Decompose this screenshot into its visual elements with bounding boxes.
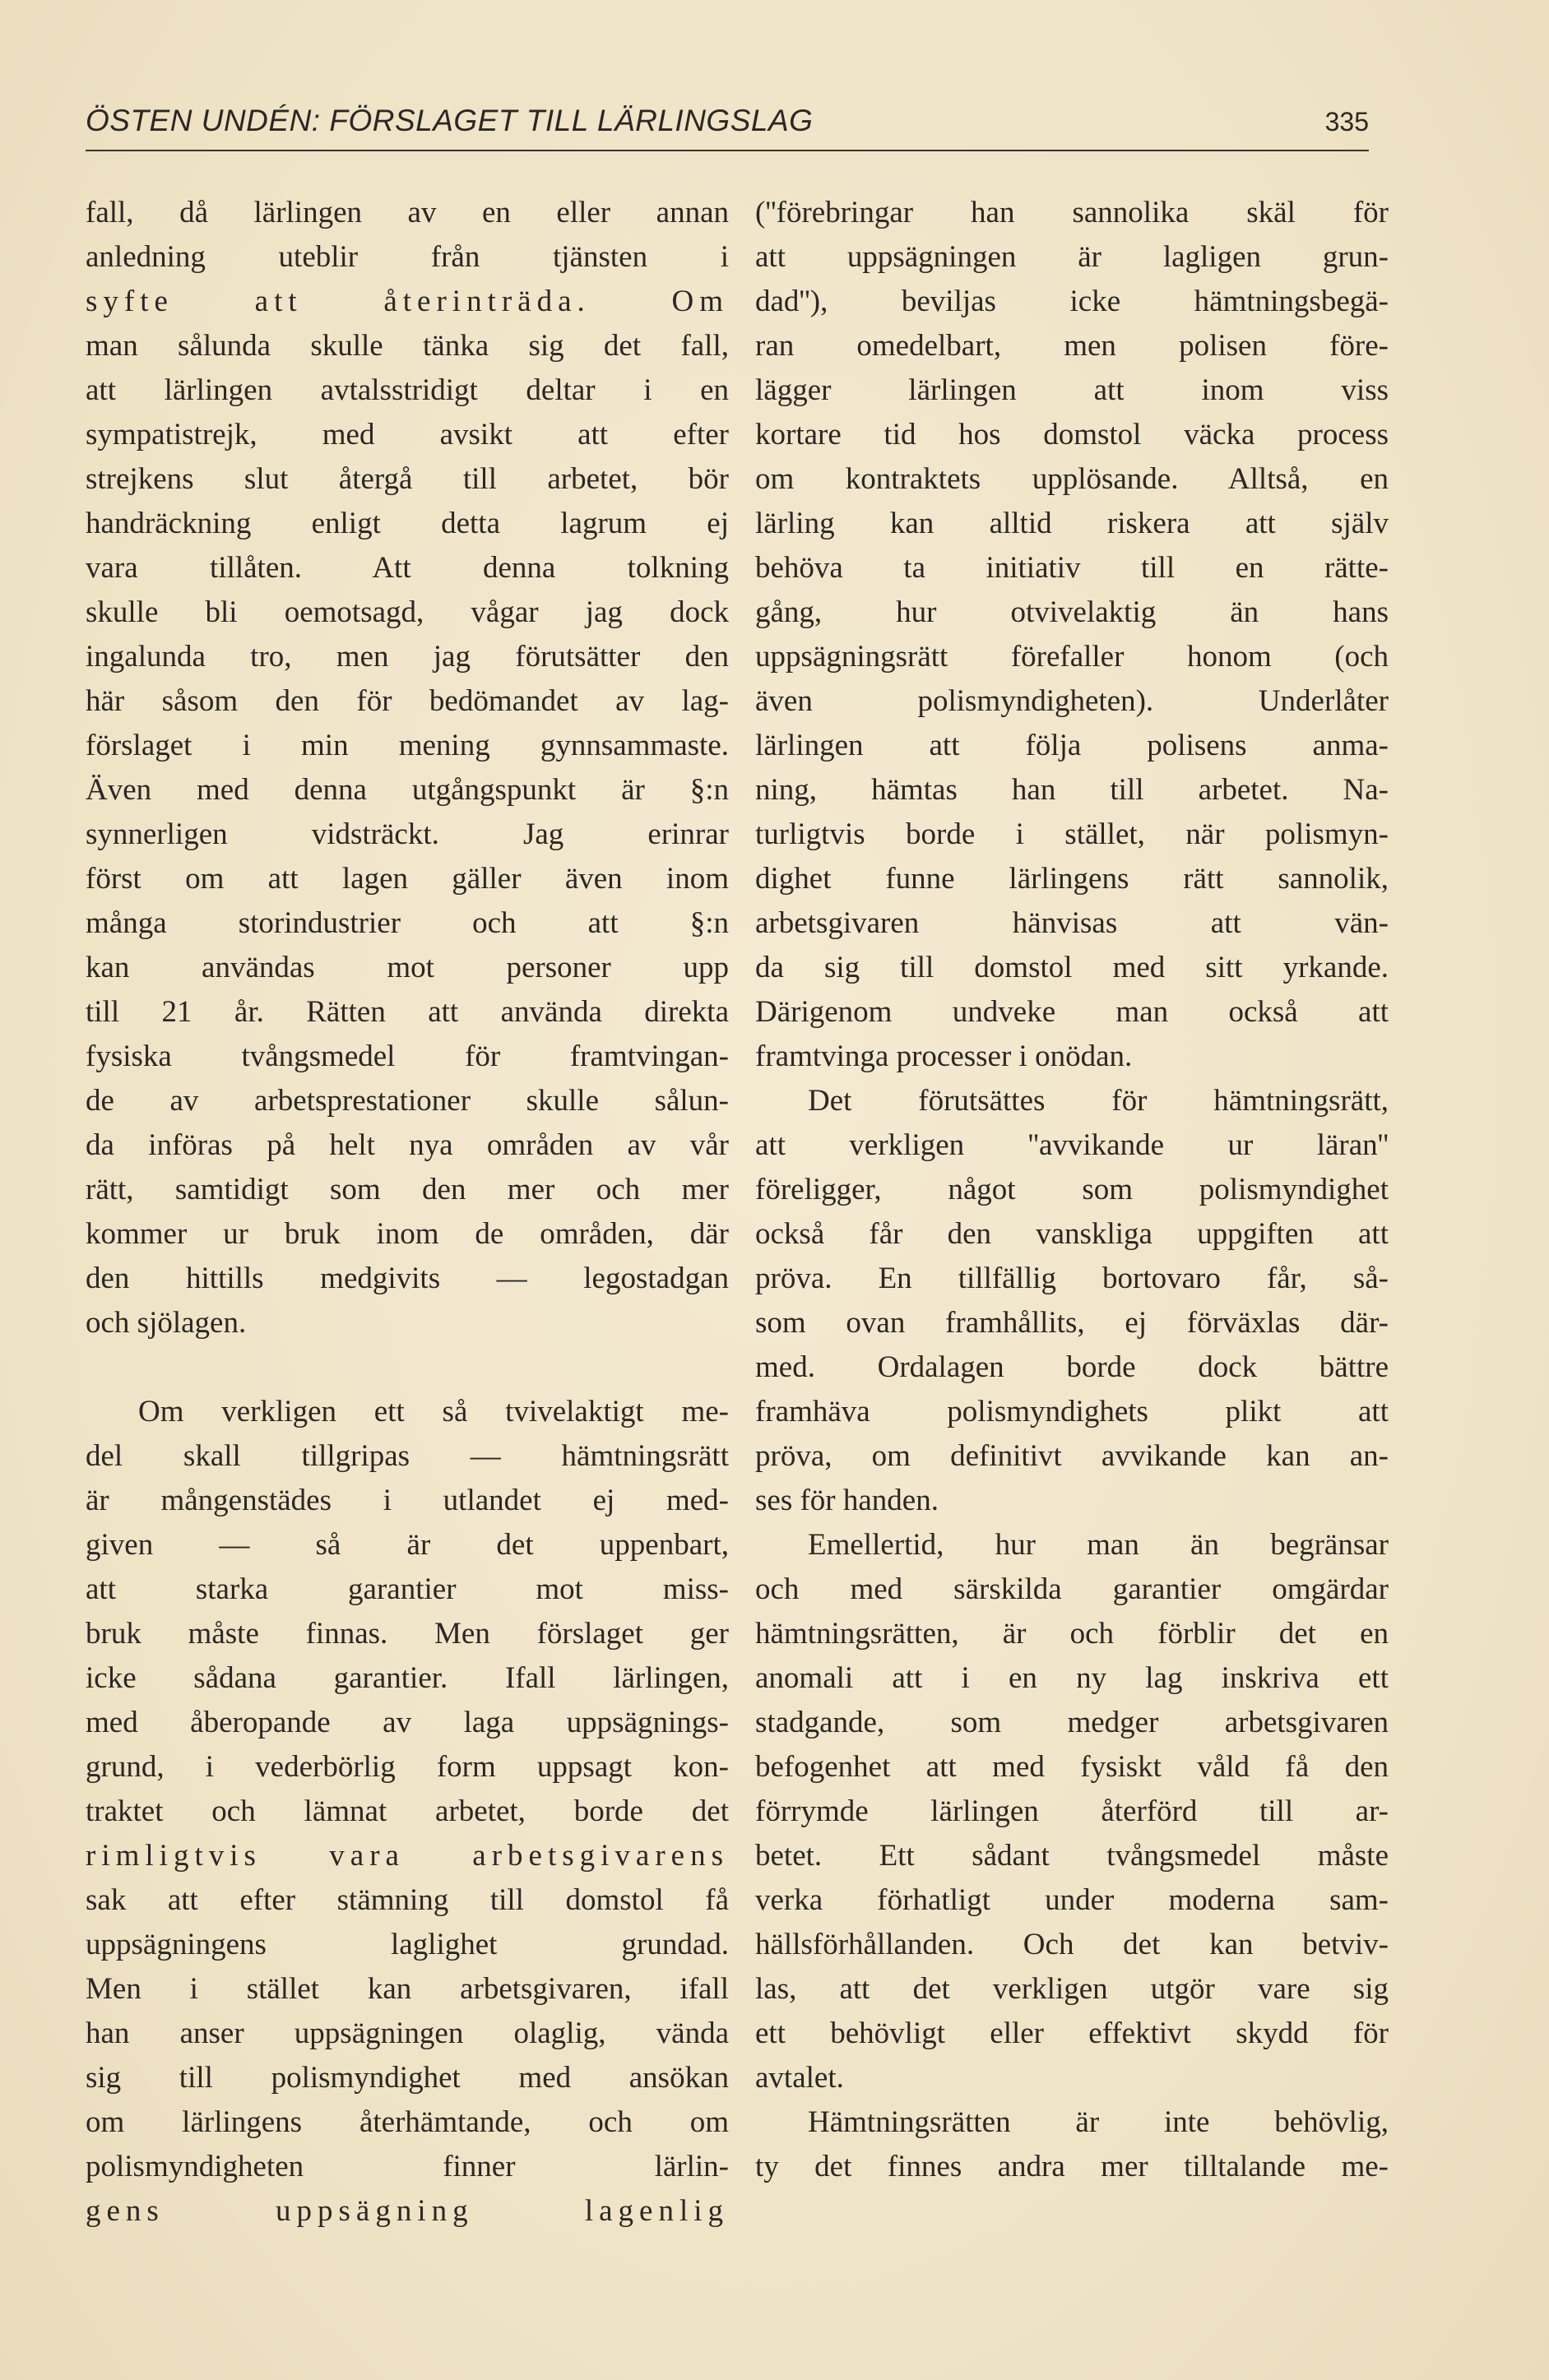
text-line: given — så är det uppenbart, bbox=[86, 1528, 729, 1562]
text-line: om kontraktets upplösande. Alltså, en bbox=[755, 462, 1389, 496]
text-line: här såsom den för bedömandet av lag- bbox=[86, 684, 729, 718]
text-line: synnerligen vidsträckt. Jag erinrar bbox=[86, 817, 729, 851]
text-line: han anser uppsägningen olaglig, vända bbox=[86, 2017, 729, 2050]
text-line: framhäva polismyndighets plikt att bbox=[755, 1395, 1389, 1428]
text-line: gens uppsägning lagenlig bbox=[86, 2194, 729, 2228]
text-line: Det förutsättes för hämtningsrätt, bbox=[808, 1084, 1389, 1118]
text-line: gång, hur otvivelaktig än hans bbox=[755, 595, 1389, 629]
text-line: kortare tid hos domstol väcka process bbox=[755, 418, 1389, 451]
text-line: med åberopande av laga uppsägnings- bbox=[86, 1706, 729, 1739]
text-line: Men i stället kan arbetsgivaren, ifall bbox=[86, 1972, 729, 2006]
text-line: avtalet. bbox=[755, 2061, 844, 2095]
text-line: även polismyndigheten). Underlåter bbox=[755, 684, 1389, 718]
text-line: lägger lärlingen att inom viss bbox=[755, 373, 1389, 407]
text-line: att verkligen ''avvikande ur läran'' bbox=[755, 1128, 1389, 1162]
text-line: är mångenstädes i utlandet ej med- bbox=[86, 1484, 729, 1517]
text-line: den hittills medgivits — legostadgan bbox=[86, 1262, 729, 1295]
text-line: till 21 år. Rätten att använda direkta bbox=[86, 995, 729, 1029]
text-line: först om att lagen gäller även inom bbox=[86, 862, 729, 896]
text-line: las, att det verkligen utgör vare sig bbox=[755, 1972, 1389, 2006]
text-line: stadgande, som medger arbetsgivaren bbox=[755, 1706, 1389, 1739]
running-title: ÖSTEN UNDÉN: FÖRSLAGET TILL LÄRLINGSLAG bbox=[86, 104, 814, 137]
text-line: och med särskilda garantier omgärdar bbox=[755, 1572, 1389, 1606]
page-number: 335 bbox=[1324, 107, 1369, 137]
text-line: ett behövligt eller effektivt skydd för bbox=[755, 2017, 1389, 2050]
text-line: lärling kan alltid riskera att själv bbox=[755, 507, 1389, 540]
text-line: betet. Ett sådant tvångsmedel måste bbox=[755, 1839, 1389, 1873]
text-line: att starka garantier mot miss- bbox=[86, 1572, 729, 1606]
text-line: framtvinga processer i onödan. bbox=[755, 1040, 1133, 1073]
text-line: pröva, om definitivt avvikande kan an- bbox=[755, 1439, 1389, 1473]
text-line: dad''), beviljas icke hämtningsbegä- bbox=[755, 285, 1389, 318]
text-line: syfte att återinträda. Om bbox=[86, 285, 729, 318]
text-line: behöva ta initiativ till en rätte- bbox=[755, 551, 1389, 585]
text-line: rimligtvis vara arbetsgivarens bbox=[86, 1839, 729, 1873]
paragraph-gap bbox=[86, 1345, 729, 1390]
text-line: förslaget i min mening gynnsammaste. bbox=[86, 729, 729, 762]
text-line: sympatistrejk, med avsikt att efter bbox=[86, 418, 729, 451]
text-line: de av arbetsprestationer skulle sålun- bbox=[86, 1084, 729, 1118]
text-line: handräckning enligt detta lagrum ej bbox=[86, 507, 729, 540]
text-line: hämtningsrätten, är och förblir det en bbox=[755, 1617, 1389, 1651]
text-line: bruk måste finnas. Men förslaget ger bbox=[86, 1617, 729, 1651]
header-rule bbox=[86, 150, 1369, 151]
text-line: kan användas mot personer upp bbox=[86, 951, 729, 984]
text-line: turligtvis borde i stället, när polismyn- bbox=[755, 817, 1389, 851]
text-line: icke sådana garantier. Ifall lärlingen, bbox=[86, 1661, 729, 1695]
text-line: grund, i vederbörlig form uppsagt kon- bbox=[86, 1750, 729, 1784]
text-line: del skall tillgripas — hämtningsrätt bbox=[86, 1439, 729, 1473]
text-line: befogenhet att med fysiskt våld få den bbox=[755, 1750, 1389, 1784]
text-line: kommer ur bruk inom de områden, där bbox=[86, 1217, 729, 1251]
text-line: Emellertid, hur man än begränsar bbox=[808, 1528, 1389, 1562]
text-line: Hämtningsrätten är inte behövlig, bbox=[808, 2105, 1389, 2139]
text-line: polismyndigheten finner lärlin- bbox=[86, 2150, 729, 2183]
text-line: ning, hämtas han till arbetet. Na- bbox=[755, 773, 1389, 807]
text-line: att lärlingen avtalsstridigt deltar i en bbox=[86, 373, 729, 407]
text-line: sak att efter stämning till domstol få bbox=[86, 1883, 729, 1917]
text-line: anomali att i en ny lag inskriva ett bbox=[755, 1661, 1389, 1695]
text-line: lärlingen att följa polisens anma- bbox=[755, 729, 1389, 762]
text-line: Om verkligen ett så tvivelaktigt me- bbox=[138, 1395, 729, 1428]
running-header bbox=[86, 104, 1369, 151]
text-line: rätt, samtidigt som den mer och mer bbox=[86, 1173, 729, 1206]
text-line: (''förebringar han sannolika skäl för bbox=[755, 196, 1389, 229]
text-line: da införas på helt nya områden av vår bbox=[86, 1128, 729, 1162]
text-line: Därigenom undveke man också att bbox=[755, 995, 1389, 1029]
text-line: föreligger, något som polismyndighet bbox=[755, 1173, 1389, 1206]
text-line: förrymde lärlingen återförd till ar- bbox=[755, 1794, 1389, 1828]
text-line: ty det finnes andra mer tilltalande me- bbox=[755, 2150, 1389, 2183]
text-line: många storindustrier och att §:n bbox=[86, 906, 729, 940]
text-line: som ovan framhållits, ej förväxlas där- bbox=[755, 1306, 1389, 1340]
left-column bbox=[86, 191, 729, 2234]
text-line: också får den vanskliga uppgiften att bbox=[755, 1217, 1389, 1251]
right-column bbox=[755, 191, 1389, 2189]
text-line: verka förhatligt under moderna sam- bbox=[755, 1883, 1389, 1917]
text-line: uppsägningens laglighet grundad. bbox=[86, 1928, 729, 1961]
text-line: vara tillåten. Att denna tolkning bbox=[86, 551, 729, 585]
text-line: pröva. En tillfällig bortovaro får, så- bbox=[755, 1262, 1389, 1295]
text-line: fysiska tvångsmedel för framtvingan- bbox=[86, 1040, 729, 1073]
text-line: anledning uteblir från tjänsten i bbox=[86, 240, 729, 274]
text-line: hällsförhållanden. Och det kan betviv- bbox=[755, 1928, 1389, 1961]
text-line: och sjölagen. bbox=[86, 1306, 247, 1340]
text-line: ran omedelbart, men polisen före- bbox=[755, 329, 1389, 363]
text-line: ingalunda tro, men jag förutsätter den bbox=[86, 640, 729, 674]
text-line: uppsägningsrätt förefaller honom (och bbox=[755, 640, 1389, 674]
text-line: arbetsgivaren hänvisas att vän- bbox=[755, 906, 1389, 940]
text-line: dighet funne lärlingens rätt sannolik, bbox=[755, 862, 1389, 896]
text-line: skulle bli oemotsagd, vågar jag dock bbox=[86, 595, 729, 629]
text-line: da sig till domstol med sitt yrkande. bbox=[755, 951, 1389, 984]
text-line: traktet och lämnat arbetet, borde det bbox=[86, 1794, 729, 1828]
text-line: om lärlingens återhämtande, och om bbox=[86, 2105, 729, 2139]
text-line: ses för handen. bbox=[755, 1484, 939, 1517]
text-line: fall, då lärlingen av en eller annan bbox=[86, 196, 729, 229]
text-line: med. Ordalagen borde dock bättre bbox=[755, 1350, 1389, 1384]
text-line: att uppsägningen är lagligen grun- bbox=[755, 240, 1389, 274]
text-line: man sålunda skulle tänka sig det fall, bbox=[86, 329, 729, 363]
text-line: sig till polismyndighet med ansökan bbox=[86, 2061, 729, 2095]
text-line: strejkens slut återgå till arbetet, bör bbox=[86, 462, 729, 496]
text-line: Även med denna utgångspunkt är §:n bbox=[86, 773, 729, 807]
